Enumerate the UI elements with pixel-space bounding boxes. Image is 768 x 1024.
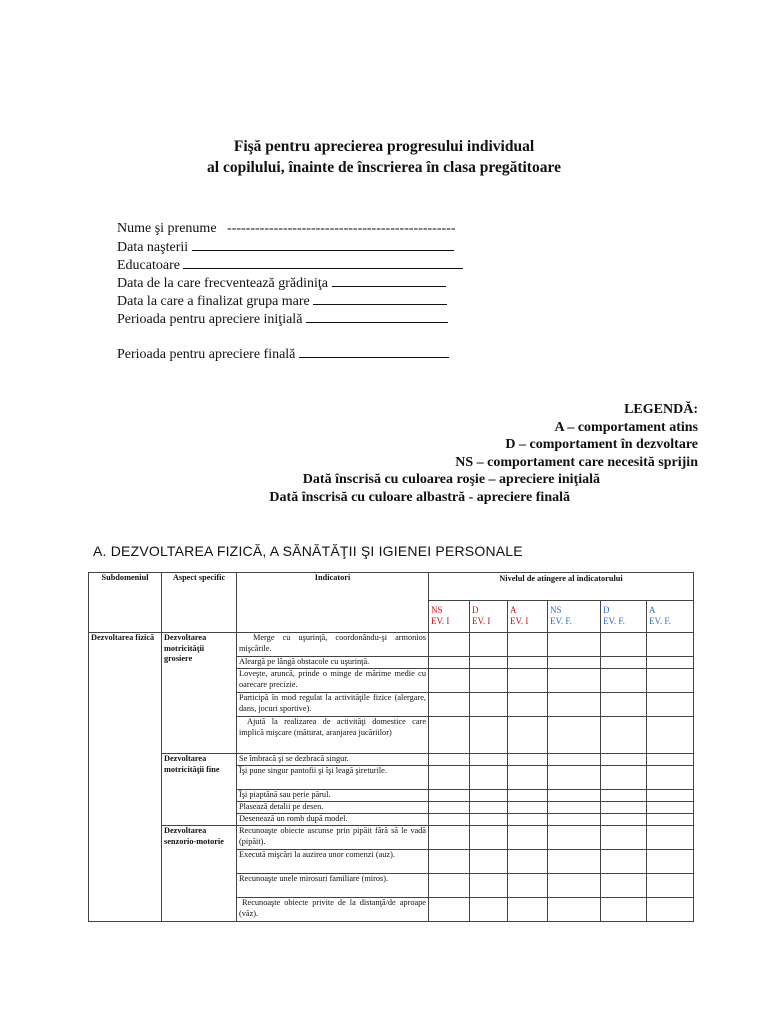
level-a-initial: A EV. I xyxy=(508,601,548,633)
level-ns-initial: NS EV. I xyxy=(429,601,470,633)
indicator-cell: Recunoaşte obiecte privite de la distanţă/de aproape (văz). xyxy=(237,898,429,922)
field-blank-line xyxy=(192,238,454,251)
rating-cell[interactable] xyxy=(429,874,470,898)
rating-cell[interactable] xyxy=(647,657,694,669)
rating-cell[interactable] xyxy=(429,693,470,717)
table-row xyxy=(89,754,694,766)
rating-cell[interactable] xyxy=(548,898,601,922)
rating-cell[interactable] xyxy=(647,669,694,693)
rating-cell[interactable] xyxy=(601,657,647,669)
rating-cell[interactable] xyxy=(548,669,601,693)
field-blank-line xyxy=(183,256,463,269)
rating-cell[interactable] xyxy=(601,826,647,850)
rating-cell[interactable] xyxy=(508,657,548,669)
rating-cell[interactable] xyxy=(470,802,508,814)
rating-cell[interactable] xyxy=(548,657,601,669)
rating-cell[interactable] xyxy=(647,814,694,826)
document-title-line-1: Fişă pentru aprecierea progresului individual xyxy=(233,138,535,155)
rating-cell[interactable] xyxy=(601,633,647,657)
rating-cell[interactable] xyxy=(601,898,647,922)
rating-cell[interactable] xyxy=(429,790,470,802)
header-aspect: Aspect specific xyxy=(162,573,237,633)
rating-cell[interactable] xyxy=(548,717,601,754)
field-label: Data naşterii xyxy=(117,240,189,255)
indicator-cell: Participă în mod regulat la activităţile fizice (alergare, dans, jocuri sportive). xyxy=(237,693,429,717)
rating-cell[interactable] xyxy=(470,657,508,669)
rating-cell[interactable] xyxy=(470,790,508,802)
rating-cell[interactable] xyxy=(548,850,601,874)
header-subdomeniul: Subdomeniul xyxy=(89,573,162,633)
level-d-final: D EV. F. xyxy=(601,601,647,633)
rating-cell[interactable] xyxy=(548,766,601,790)
header-indicatori: Indicatori xyxy=(237,573,429,633)
indicator-cell: Recunoaşte obiecte ascunse prin pipăit fără să le vadă (pipăit). xyxy=(237,826,429,850)
rating-cell[interactable] xyxy=(429,669,470,693)
field-blank-line xyxy=(306,310,448,323)
rating-cell[interactable] xyxy=(647,802,694,814)
rating-cell[interactable] xyxy=(470,717,508,754)
field-group-end[interactable] xyxy=(117,292,463,310)
rating-cell[interactable] xyxy=(508,754,548,766)
indicator-cell: Plasează detalii pe desen. xyxy=(237,802,429,814)
legend-item-a: A – comportament atins xyxy=(554,419,698,435)
aspect-cell: Dezvoltarea motricităţii fine xyxy=(162,754,237,826)
rating-cell[interactable] xyxy=(429,657,470,669)
rating-cell[interactable] xyxy=(647,633,694,657)
indicator-cell: Îşi piaptănă sau perie părul. xyxy=(237,790,429,802)
rating-cell[interactable] xyxy=(548,693,601,717)
rating-cell[interactable] xyxy=(470,898,508,922)
rating-cell[interactable] xyxy=(647,766,694,790)
legend-item-d: D – comportament în dezvoltare xyxy=(505,437,698,452)
legend-item-ns: NS – comportament care necesită sprijin xyxy=(455,454,698,470)
field-blank-line xyxy=(332,274,446,287)
indicator-cell: Aleargă pe lângă obstacole cu uşurinţă. xyxy=(237,657,429,669)
rating-cell[interactable] xyxy=(647,898,694,922)
rating-cell[interactable] xyxy=(429,850,470,874)
indicator-cell: Recunoaşte unele mirosuri familiare (miros). xyxy=(237,874,429,898)
rating-cell[interactable] xyxy=(429,898,470,922)
rating-cell[interactable] xyxy=(601,790,647,802)
rating-cell[interactable] xyxy=(548,802,601,814)
section-heading: A. DEZVOLTAREA FIZICĂ, A SĂNĂTĂŢII ŞI IGIENEI PERSONALE xyxy=(93,543,523,559)
rating-cell[interactable] xyxy=(429,754,470,766)
field-label: Educatoare xyxy=(117,258,180,273)
field-label: Data de la care frecventează grădiniţa xyxy=(117,276,329,291)
field-blank-line xyxy=(299,345,449,358)
rating-cell[interactable] xyxy=(429,814,470,826)
rating-cell[interactable] xyxy=(548,874,601,898)
aspect-cell: Dezvoltarea senzorio-motorie xyxy=(162,826,237,922)
rating-cell[interactable] xyxy=(647,826,694,850)
rating-cell[interactable] xyxy=(601,802,647,814)
rating-cell[interactable] xyxy=(470,874,508,898)
rating-cell[interactable] xyxy=(601,850,647,874)
subdomain-cell: Dezvoltarea fizică xyxy=(89,633,162,922)
indicator-cell: Execută mişcări la auzirea unor comenzi (auz). xyxy=(237,850,429,874)
rating-cell[interactable] xyxy=(601,874,647,898)
rating-cell[interactable] xyxy=(508,826,548,850)
rating-cell[interactable] xyxy=(647,874,694,898)
table-row xyxy=(89,826,694,850)
rating-cell[interactable] xyxy=(470,766,508,790)
indicator-cell: Desenează un romb după model. xyxy=(237,814,429,826)
field-initial-period[interactable] xyxy=(117,310,463,328)
header-nivel: Nivelul de atingere al indicatorului xyxy=(429,573,694,601)
rating-cell[interactable] xyxy=(508,874,548,898)
rating-cell[interactable] xyxy=(601,766,647,790)
field-final-period[interactable] xyxy=(117,345,463,363)
rating-cell[interactable] xyxy=(601,814,647,826)
field-attendance-start[interactable] xyxy=(117,274,463,292)
indicator-cell: Îşi pune singur pantofii şi îşi leagă şireturile. xyxy=(237,766,429,790)
rating-cell[interactable] xyxy=(508,717,548,754)
rating-cell[interactable] xyxy=(508,850,548,874)
rating-cell[interactable] xyxy=(601,754,647,766)
legend-red-note: Dată înscrisă cu culoarea roşie – apreciere iniţială xyxy=(302,472,600,487)
rating-cell[interactable] xyxy=(429,826,470,850)
indicator-cell: Se îmbracă şi se dezbracă singur. xyxy=(237,754,429,766)
field-blank-line xyxy=(313,292,447,305)
rating-cell[interactable] xyxy=(508,766,548,790)
level-a-final: A EV. F. xyxy=(647,601,694,633)
rating-cell[interactable] xyxy=(647,790,694,802)
field-label: Nume şi prenume xyxy=(117,221,217,236)
aspect-cell: Dezvoltarea motricităţii grosiere xyxy=(162,633,237,754)
rating-cell[interactable] xyxy=(470,633,508,657)
rating-cell[interactable] xyxy=(429,633,470,657)
indicator-cell: Loveşte, aruncă, prinde o minge de mărime medie cu oarecare precizie. xyxy=(237,669,429,693)
legend xyxy=(269,401,698,506)
rating-cell[interactable] xyxy=(508,898,548,922)
indicator-cell: Ajută la realizarea de activităţi domestice care implică mişcare (măturat, aranjarea jucăriilor) xyxy=(237,717,429,754)
rating-cell[interactable] xyxy=(647,754,694,766)
field-educator[interactable] xyxy=(117,256,463,274)
rating-cell[interactable] xyxy=(508,814,548,826)
rating-cell[interactable] xyxy=(470,850,508,874)
rating-cell[interactable] xyxy=(470,669,508,693)
indicator-cell: Merge cu uşurinţă, coordonându-şi armonios mişcările. xyxy=(237,633,429,657)
rating-cell[interactable] xyxy=(647,693,694,717)
identification-fields xyxy=(117,220,463,363)
rating-cell[interactable] xyxy=(508,633,548,657)
document-title-line-2: al copilului, înainte de înscrierea în clasa pregătitoare xyxy=(207,159,561,176)
table-row xyxy=(89,633,694,657)
rating-cell[interactable] xyxy=(548,633,601,657)
rating-cell[interactable] xyxy=(601,669,647,693)
rating-cell[interactable] xyxy=(647,850,694,874)
rating-cell[interactable] xyxy=(601,717,647,754)
legend-blue-note: Dată înscrisă cu culoare albastră - apreciere finală xyxy=(269,489,570,505)
field-fill-dashes: ------------------------------------------------- xyxy=(227,221,456,236)
rating-cell[interactable] xyxy=(548,754,601,766)
rating-cell[interactable] xyxy=(508,669,548,693)
rating-cell[interactable] xyxy=(508,802,548,814)
rating-cell[interactable] xyxy=(548,826,601,850)
rating-cell[interactable] xyxy=(647,717,694,754)
rating-cell[interactable] xyxy=(470,814,508,826)
field-name[interactable] xyxy=(117,220,463,238)
rating-cell[interactable] xyxy=(548,814,601,826)
rating-cell[interactable] xyxy=(470,754,508,766)
level-ns-final: NS EV. F. xyxy=(548,601,601,633)
rating-cell[interactable] xyxy=(429,766,470,790)
rating-cell[interactable] xyxy=(470,826,508,850)
field-label: Data la care a finalizat grupa mare xyxy=(117,294,310,309)
rating-cell[interactable] xyxy=(601,693,647,717)
rating-cell[interactable] xyxy=(429,802,470,814)
field-birth-date[interactable] xyxy=(117,238,463,256)
rating-cell[interactable] xyxy=(508,790,548,802)
rating-cell[interactable] xyxy=(548,790,601,802)
level-d-initial: D EV. I xyxy=(470,601,508,633)
assessment-table xyxy=(88,572,694,922)
field-label: Perioada pentru apreciere finală xyxy=(117,347,296,362)
rating-cell[interactable] xyxy=(508,693,548,717)
legend-heading: LEGENDĂ: xyxy=(624,402,698,417)
field-label: Perioada pentru apreciere iniţială xyxy=(117,312,303,327)
rating-cell[interactable] xyxy=(429,717,470,754)
rating-cell[interactable] xyxy=(470,693,508,717)
